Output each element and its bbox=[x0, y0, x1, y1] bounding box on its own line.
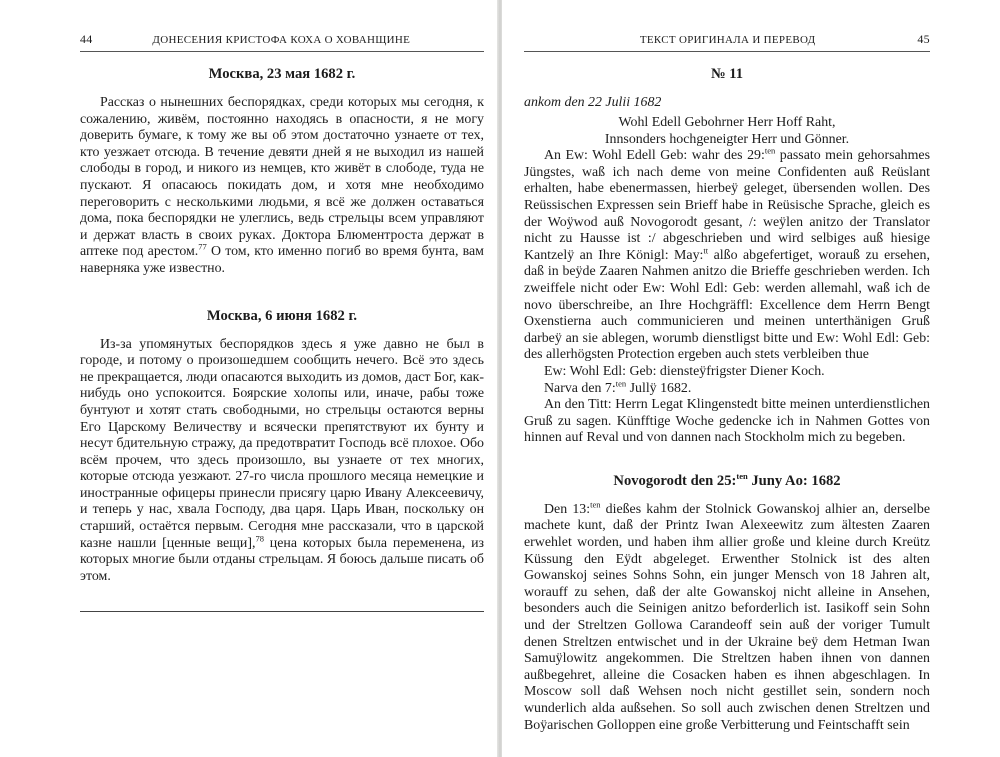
letter-1-text-b: passato mein gehorsahmes Jüngstes, waß ich nach deme von meine Confidenten auß Reüslant erhalten, habe ebenermassen, hierbeÿ geleget, übersenden wollen. Des Reüssischen Expressen sein Brieff habe in Reüsische Sprache, gleich es der Woÿwod auß Novogorodt gesant, /: weÿlen anitzo der Translator nicht zu Hausse ist :/ abgeschrieben und wird selbiges auß hiesige Kantzelÿ an Ihre Königl: May: bbox=[524, 148, 930, 263]
letter-2-body bbox=[524, 499, 930, 734]
right-page bbox=[502, 0, 1000, 757]
letter-1-text-c: alßo abgefertiget, worauß zu ersehen, daß in beÿde Zaaren Nahmen anitzo die Brieffe geschrieben werden. Ich zweiffele nicht oder Ew: Wohl Edl: Geb: werden allemahl, waß ich de novo überschreibe, an Ihre Hochgräffl: Excellence dem Herrn Bengt Oxenstierna auch communicieren und meinen unterthänigen Gruß darbeÿ an sie ablegen, worumb dienstligst bitte und Ew: Wohl Edl: Geb: des allerhögsten Protection ergeben auch stets verbleiben thue bbox=[524, 247, 930, 363]
letter-2-text-a: Den 13: bbox=[544, 501, 591, 517]
document-number: № 11 bbox=[710, 66, 744, 82]
postscript: An den Titt: Herrn Legat Klingenstedt bitte meinen unterdienstlichen Gruß zu sagen. Künfftige Woche gedencke ich in Nahmen Gottes von hinnen auf Reval und von dannen nach Stockholm mich zu begeben. bbox=[524, 397, 930, 446]
paragraph-may bbox=[80, 95, 484, 278]
abbrev-suffix: tt bbox=[703, 245, 709, 256]
place-date-text-a: Narva den 7: bbox=[544, 380, 616, 396]
section-heading-may: Москва, 23 мая 1682 г. bbox=[208, 66, 356, 82]
right-running-head bbox=[524, 32, 930, 52]
paragraph-june-text-a: Из-за упомянутых беспорядков здесь я уже давно не был в городе, и потому о произошедшем сообщить нечего. Всё это здесь не прекращается, люди опасаются выходить из домов, даст Бог, как-нибудь оно успокоится. Боярские холопы или, иначе, рабы тоже бунтуют и хотят стать свободными, но стрельцы остаются верны Его Царскому Величеству и всячески препятствуют их бунту и несут бдительную стражу, да предотвратит Господь всё плохое. Обо всём прочем, что здесь произошло, вы узнаете от тех многих, которые отсюда уезжают. 27-го числа прошлого месяца немецкие и иностранные офицеры принесли присягу царю Ивану Алексеевичу, и теперь у нас, хвала Господу, два царя. Царь Иван, поскольку он старший, остаётся первым. Сегодня мне рассказали, что в царской казне нашли [ценные вещи], bbox=[80, 336, 484, 551]
letter-1-text-a: An Ew: Wohl Edell Geb: wahr des 29: bbox=[544, 148, 765, 164]
signature: Ew: Wohl Edl: Geb: diensteÿfrigster Diener Koch. bbox=[544, 363, 825, 379]
left-page bbox=[0, 0, 498, 757]
paragraph-june bbox=[80, 337, 484, 586]
novgorod-heading-b: Juny Ao: 1682 bbox=[747, 472, 841, 489]
left-page-number: 44 bbox=[80, 32, 93, 46]
letter-2-text-b: dießes kahm der Stolnick Gowanskoj alhier an, derselbe machete kunt, daß der Printz Iwan Alexeewitz zum ältesten Zaaren erwehlet worden, und haben ihm allier große und kleine durch Kreütz Küssung den Eÿdt abgeleget. Erwenther Stolnick ist des alten Gowanskoj seines Sohns Sohn, ein junger Mensch von 18 Jahren alt, worauff zu sehen, daß der alte Gowanskoj nicht alleine in Ansehen, besonders auch die Seinigen anitzo beforderlich ist. Iasikoff sein Sohn und der Streltzen Gollowa Carandeoff sein auß der voriger Tumult denen Streltzen entwischet und in der Ukraine beÿ dem Hetman Iwan Samuÿlowitz angekommen. Die Streltzen haben ihnen von dannen außbegehret, alleine die Cosacken haben es ihnen abgeschlagen. In Moscow soll daß Wehsen noch nicht gestillet sein, sondern noch wunderlich alda außsehen. So soll auch zwischen denen Streltzen und Boÿarischen Golloppen eine große Verbitterung und Feintschafft sein bbox=[524, 501, 930, 733]
letter-1-body bbox=[524, 145, 930, 364]
footnote-ref-77[interactable]: 77 bbox=[198, 241, 207, 252]
place-date-text-b: Jullÿ 1682. bbox=[626, 380, 692, 396]
right-page-number: 45 bbox=[917, 32, 930, 46]
right-running-title: ТЕКСТ ОРИГИНАЛА И ПЕРЕВОД bbox=[639, 34, 816, 46]
section-end-rule bbox=[80, 611, 484, 612]
left-running-title: ДОНЕСЕНИЯ КРИСТОФА КОХА О ХОВАНЩИНЕ bbox=[152, 34, 411, 46]
ordinal-suffix: ten bbox=[764, 145, 776, 156]
novgorod-heading-suffix: ten bbox=[736, 471, 748, 482]
paragraph-june-text-b: цена которых была переменена, из которых многие были отданы стрельцам. Я боюсь дальше писать об этом. bbox=[80, 535, 484, 584]
salutation-line-1: Wohl Edell Gebohrner Herr Hoff Raht, bbox=[618, 115, 836, 130]
footnote-ref-78[interactable]: 78 bbox=[255, 533, 264, 544]
place-date-suffix: ten bbox=[615, 377, 627, 388]
paragraph-may-text-a: Рассказ о нынешних беспорядках, среди которых мы сегодня, к сожалению, живём, постоянно находясь в опасности, я не могу доверить бумаге, к тому же вы об этом достаточно узнаете от тех, кто уезжает отсюда. В течение девяти дней я не выходил из нашей слободы в город, и никого из немцев, кто живёт в слободе, туда не пускают. Я опасаюсь покидать дом, и хотя мне необходимо переговорить с несколькими людьми, я всё же должен оставаться дома, пока беспорядки не улеглись, ведь стрельцы всем управляют и держат власть в своих руках. Доктора Блюментроста держат в аптеке под арестом. bbox=[80, 95, 484, 260]
left-running-head bbox=[80, 32, 484, 52]
section-heading-june: Москва, 6 июня 1682 г. bbox=[206, 307, 358, 324]
letter-2-suffix: ten bbox=[590, 499, 601, 510]
section-heading-novgorod bbox=[524, 473, 930, 490]
place-date bbox=[524, 377, 930, 398]
novgorod-heading-a: Novogorodt den 25: bbox=[613, 472, 737, 489]
paragraph-may-text-b: О том, кто именно погиб во время бунта, вам наверняка уже известно. bbox=[80, 244, 484, 276]
received-note: ankom den 22 Julii 1682 bbox=[524, 95, 662, 110]
salutation-line-2: Innsonders hochgeneigter Herr und Gönner. bbox=[604, 131, 850, 147]
